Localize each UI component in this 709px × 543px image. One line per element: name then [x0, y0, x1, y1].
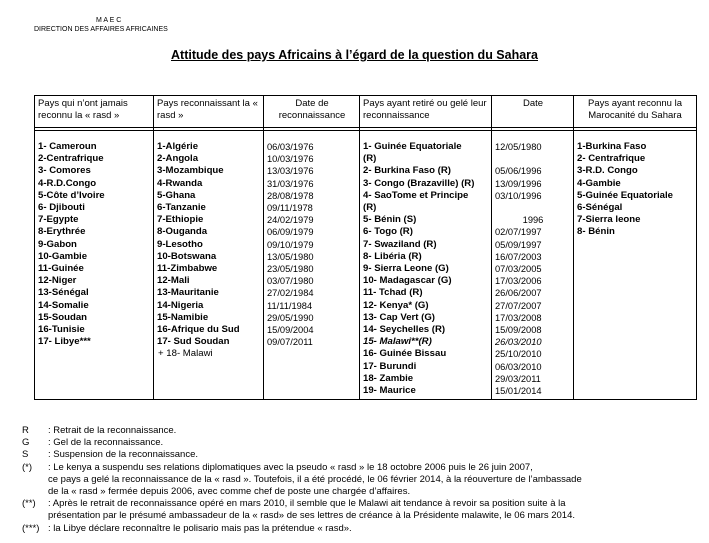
table-cell: 3- Congo (Brazaville) (R) [363, 177, 475, 189]
table-cell: 8-Erythrée [38, 226, 86, 238]
table-cell: 05/06/1996 [495, 166, 542, 177]
table-cell: 15-Namibie [157, 311, 209, 323]
legend-key: R [22, 425, 29, 436]
legend-key [22, 474, 48, 486]
table-cell: 11-Guinée [38, 263, 84, 275]
table-cell: 5-Guinée Equatoriale [577, 189, 673, 201]
column-header: Date [522, 98, 544, 109]
table-cell: 14- Seychelles (R) [363, 324, 446, 336]
legend-key: (*) [22, 461, 33, 473]
column-never-recognized [35, 96, 153, 399]
table-cell: 06/03/1976 [267, 142, 314, 152]
table-cell: (R) [363, 202, 377, 214]
table-cell: 6-Tanzanie [157, 202, 206, 214]
column-recognizing [153, 96, 264, 399]
legend-key [22, 510, 48, 522]
table-cell: 11-Zimbabwe [157, 263, 218, 275]
legend-key: (**) [22, 498, 36, 510]
table-cell: 6- Togo (R) [363, 226, 413, 238]
table-cell: 18- Zambie [363, 372, 414, 384]
table-cell: 15- Malawi**(R) [363, 336, 432, 348]
table-cell: (R) [363, 153, 377, 165]
legend-text: : la Libye déclare reconnaître le polisario mais pas la prétendue « rasd». [48, 522, 352, 534]
column-header: Pays ayant retiré ou gelé leur reconnaissance [363, 98, 487, 121]
column-header: Date de reconnaissance [278, 98, 346, 121]
column-cells [267, 141, 357, 348]
table-cell: 13-Sénégal [38, 287, 89, 299]
table-cell: 27/07/2007 [495, 300, 542, 311]
table-cell: 29/03/2011 [495, 373, 541, 384]
table-cell: 1-Algérie [157, 141, 199, 152]
table-cell: 13-Mauritanie [157, 287, 219, 299]
table-cell: 3-Mozambique [157, 165, 224, 177]
legend-row [22, 474, 702, 486]
table-cell: 13- Cap Vert (G) [363, 311, 435, 323]
table-cell: 7-Ethiopie [157, 214, 204, 226]
column-recognition-date [263, 96, 360, 399]
legend-text: ce pays a gelé la reconnaissance de la « rasd ». Toutefois, il a été procédé, le 06 février 2014, à la réouverture de l’ambassade [48, 473, 582, 485]
direction-name: DIRECTION DES AFFAIRES AFRICAINES [34, 26, 168, 33]
table-cell: 4-Gambie [577, 177, 621, 189]
table-cell: 2-Angola [157, 153, 199, 165]
table-cell: 12/05/1980 [495, 142, 542, 152]
table-cell: 2-Centrafrique [38, 153, 104, 165]
table-cell: 02/07/1997 [495, 227, 542, 238]
table-cell: 28/08/1978 [267, 190, 314, 201]
table-cell: 14-Somalie [38, 299, 89, 311]
legend-text: : Le kenya a suspendu ses relations diplomatiques avec la pseudo « rasd » le 18 octobre 2006 puis le 26 juin 2007, [48, 461, 533, 473]
table-cell: 03/10/1996 [495, 190, 542, 201]
table-cell: 1-Burkina Faso [577, 141, 647, 152]
legend-text: : Suspension de la reconnaissance. [48, 449, 198, 461]
table-cell: 23/05/1980 [267, 264, 314, 275]
legend-key [22, 486, 48, 498]
legend-text: : Retrait de la reconnaissance. [48, 425, 177, 436]
table-cell: 07/03/2005 [495, 264, 542, 275]
table-cell: 8- Libéria (R) [363, 250, 422, 262]
table-cell: 5-Ghana [157, 189, 196, 201]
table-cell: 7- Swaziland (R) [363, 238, 437, 250]
table-cell [495, 202, 571, 214]
table-cell: 31/03/1976 [267, 178, 314, 189]
table-cell: 6-Sénégal [577, 202, 623, 214]
table-cell: 1- Cameroun [38, 141, 97, 152]
legend-row [22, 486, 702, 498]
table-cell: 15-Soudan [38, 311, 88, 323]
table-cell: 3-R.D. Congo [577, 165, 638, 177]
table-cell: 1- Guinée Equatoriale [363, 141, 462, 152]
legend-key: S [22, 449, 29, 461]
table-cell: 9- Sierra Leone (G) [363, 263, 449, 275]
legend-row [22, 523, 702, 535]
table-cell: 26/06/2007 [495, 288, 542, 299]
column-header: Pays ayant reconnu la Marocanité du Sahara [587, 98, 682, 121]
legend-row [22, 449, 702, 461]
table-cell: 17/03/2006 [495, 276, 542, 287]
column-header: Pays qui n’ont jamais reconnu la « rasd » [38, 98, 128, 121]
table-cell: 16-Tunisie [38, 324, 85, 336]
table-cell: 13/09/1996 [495, 178, 542, 189]
table-cell: 05/09/1997 [495, 239, 542, 250]
table-cell: 10-Botswana [157, 250, 217, 262]
legend-text: : Après le retrait de reconnaissance opéré en mars 2010, il semble que le Malawi ait tendance à revoir sa position suite à la [48, 498, 566, 510]
table-cell: 9-Lesotho [157, 238, 203, 250]
recognition-table [34, 95, 697, 400]
table-cell: 15/01/2014 [495, 386, 542, 397]
table-cell: 25/10/2010 [495, 349, 542, 360]
table-cell: 6- Djibouti [38, 202, 85, 214]
table-cell: 2- Burkina Faso (R) [363, 165, 451, 177]
table-cell: 10-Gambie [38, 250, 88, 262]
document-header [34, 16, 168, 34]
table-cell: 2- Centrafrique [577, 153, 646, 165]
table-cell: 19- Maurice [363, 385, 416, 397]
table-cell: 4-Rwanda [157, 177, 203, 189]
legend-row [22, 510, 702, 522]
table-cell: 16/07/2003 [495, 251, 542, 262]
column-moroccan-sahara [573, 96, 696, 399]
table-cell: 7-Egypte [38, 214, 79, 226]
table-cell: 17/03/2008 [495, 312, 542, 323]
table-cell: 16-Afrique du Sud [157, 324, 240, 336]
table-cell: 17- Sud Soudan [157, 336, 230, 348]
legend-text: présentation par le présumé ambassadeur de la « rasd» de ses lettres de créance à la Présidente malawite, le 06 mars 2014. [48, 510, 576, 522]
column-header: Pays reconnaissant la « rasd » [157, 98, 258, 121]
table-cell: 29/05/1990 [267, 312, 314, 323]
column-withdrawal-date [491, 96, 574, 399]
column-withdrawn-frozen [359, 96, 492, 399]
table-cell: 17- Libye*** [38, 336, 91, 348]
column-cells [157, 141, 261, 348]
column-cells [38, 141, 150, 348]
legend-row [22, 498, 702, 510]
table-cell: 13/03/1976 [267, 166, 314, 177]
table-cell: 4-R.D.Congo [38, 177, 97, 189]
table-cell: 09/10/1979 [267, 239, 314, 250]
table-cell: 8- Bénin [577, 226, 615, 238]
table-cell: 03/07/1980 [267, 276, 314, 287]
column-cells [495, 141, 571, 397]
table-cell: 11- Tchad (R) [363, 287, 423, 299]
document-title [0, 48, 709, 62]
table-cell: 8-Ouganda [157, 226, 208, 238]
legend-text: : Gel de la reconnaissance. [48, 437, 164, 449]
table-cell: 7-Sierra leone [577, 214, 641, 226]
table-cell: 24/02/1979 [267, 215, 314, 226]
table-cell: + 18- Malawi [158, 348, 213, 359]
table-cell: 26/03/2010 [495, 337, 542, 348]
table-cell: 5- Bénin (S) [363, 214, 417, 226]
table-cell: 3- Comores [38, 165, 91, 177]
table-cell: 10- Madagascar (G) [363, 275, 452, 287]
table-cell: 14-Nigeria [157, 299, 204, 311]
column-cells [577, 141, 693, 239]
legend-notes [22, 425, 702, 535]
legend-row [22, 462, 702, 474]
legend-key: (***) [22, 522, 40, 534]
legend-row [22, 425, 702, 437]
table-cell: 15/09/2008 [495, 325, 542, 336]
table-cell: 1996 [522, 215, 544, 226]
table-cell: 13/05/1980 [267, 251, 314, 262]
table-cell: 09/11/1978 [267, 203, 313, 214]
legend-row [22, 437, 702, 449]
table-cell: 06/09/1979 [267, 227, 314, 238]
document-title-text: Attitude des pays Africains à l’égard de la question du Sahara [171, 48, 538, 62]
table-cell: 4- SaoTome et Principe [363, 189, 469, 201]
table-cell: 12-Niger [38, 275, 77, 287]
legend-key: G [22, 437, 30, 449]
table-cell: 9-Gabon [38, 238, 77, 250]
table-cell: 5-Côte d’Ivoire [38, 189, 105, 201]
column-cells [363, 141, 489, 397]
table-cell: 06/03/2010 [495, 361, 542, 372]
table-cell: 10/03/1976 [267, 154, 314, 165]
table-cell: 16- Guinée Bissau [363, 348, 447, 360]
table-cell: 11/11/1984 [267, 300, 313, 311]
ministry-acronym: M A E C [96, 17, 122, 24]
table-cell: 15/09/2004 [267, 325, 314, 336]
table-cell: 12- Kenya* (G) [363, 299, 429, 311]
table-cell: 09/07/2011 [267, 337, 313, 348]
table-cell: 27/02/1984 [267, 288, 314, 299]
table-cell: 17- Burundi [363, 360, 417, 372]
legend-text: de la « rasd » fermée depuis 2006, avec comme chef de poste une chargée d’affaires. [48, 486, 411, 498]
table-cell [495, 153, 571, 165]
table-cell: 12-Mali [157, 275, 190, 287]
